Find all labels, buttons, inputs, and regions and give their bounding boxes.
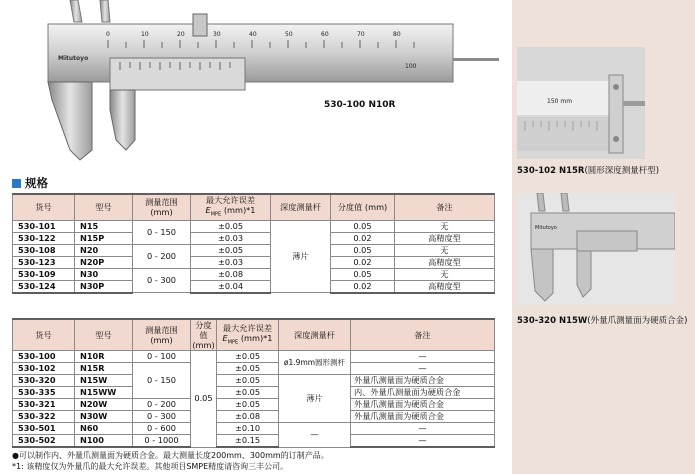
- table-row: [13, 375, 495, 387]
- t2-note: —: [351, 423, 495, 435]
- t2-res: 0.05: [191, 351, 217, 448]
- table-row: [13, 268, 495, 280]
- table-row: [13, 256, 495, 268]
- t2-depth-round: ø1.9mm圆形测杆: [279, 351, 351, 375]
- t2-error: ±0.05: [217, 387, 279, 399]
- t2-model: N15WW: [75, 387, 133, 399]
- t2-model: N15R: [75, 363, 133, 375]
- section-square-icon: [12, 179, 21, 188]
- t1-header-code: 货号: [13, 194, 75, 220]
- t2-code: 530-335: [13, 387, 75, 399]
- svg-text:20: 20: [177, 31, 185, 38]
- t2-model: N60: [75, 423, 133, 435]
- t1-header-error: 最大允许误差 $E_{MPE}$ (mm)*1: [191, 194, 271, 220]
- t1-code: 530-101: [13, 220, 75, 232]
- caliper-photo-n15w: [517, 193, 675, 305]
- t2-code: 530-501: [13, 423, 75, 435]
- t2-model: N15W: [75, 375, 133, 387]
- t2-header-res: 分度值 (mm): [192, 320, 215, 350]
- t2-code: 530-321: [13, 399, 75, 411]
- svg-text:Mitutoyo: Mitutoyo: [58, 55, 89, 62]
- t2-note: 外量爪测量面为硬质合金: [351, 411, 495, 423]
- t2-code: 530-502: [13, 435, 75, 448]
- t1-error: ±0.03: [191, 232, 271, 244]
- t2-model: N20W: [75, 399, 133, 411]
- t2-code: 530-100: [13, 351, 75, 363]
- t2-error: ±0.10: [217, 423, 279, 435]
- right-caption-1-text: (圆形深度测量杆型): [584, 166, 660, 176]
- t1-code: 530-123: [13, 256, 75, 268]
- t1-note: 无: [395, 268, 495, 280]
- svg-text:80: 80: [393, 31, 401, 38]
- t1-res: 0.05: [331, 268, 395, 280]
- table-row: [13, 399, 495, 411]
- t1-note: 高精度型: [395, 280, 495, 293]
- t1-code: 530-122: [13, 232, 75, 244]
- t1-header-model: 型号: [75, 194, 133, 220]
- t2-code: 530-102: [13, 363, 75, 375]
- zoom-label: 150 mm: [547, 98, 573, 105]
- svg-text:40: 40: [249, 31, 257, 38]
- table-row: [13, 244, 495, 256]
- t2-range: 0 - 100: [133, 351, 191, 363]
- t2-header-model: 型号: [75, 319, 133, 351]
- t1-res: 0.02: [331, 256, 395, 268]
- t1-range: 0 - 150: [133, 220, 191, 244]
- t1-note: 高精度型: [395, 256, 495, 268]
- t2-note: —: [351, 435, 495, 448]
- t1-error: ±0.05: [191, 220, 271, 232]
- t1-header-note: 备注: [395, 194, 495, 220]
- t1-range: 0 - 300: [133, 268, 191, 293]
- t2-range: 0 - 200: [133, 399, 191, 411]
- t1-res: 0.05: [331, 220, 395, 232]
- t2-note: 外量爪测量面为硬质合金: [351, 399, 495, 411]
- t2-header-range: 测量范围 (mm): [133, 319, 191, 351]
- svg-text:0: 0: [106, 31, 110, 38]
- t2-range: 0 - 300: [133, 411, 191, 423]
- t2-error: ±0.15: [217, 435, 279, 448]
- t2-depth-none: —: [279, 423, 351, 448]
- caliper-photo-zoom: [517, 47, 645, 159]
- t1-res: 0.02: [331, 280, 395, 293]
- t1-error: ±0.05: [191, 244, 271, 256]
- section-title-text: 规格: [25, 176, 48, 190]
- t1-code: 530-109: [13, 268, 75, 280]
- table-row: [13, 363, 495, 375]
- t2-range: 0 - 1000: [133, 435, 191, 448]
- footnote-2: *1: 该精度仅为外量爪的最大允许误差。其他项目SMPE精度请咨询三丰公司。: [12, 462, 289, 471]
- t1-error: ±0.08: [191, 268, 271, 280]
- svg-text:10: 10: [141, 31, 149, 38]
- t1-header-res: 分度值 (mm): [331, 194, 395, 220]
- t2-model: N100: [75, 435, 133, 448]
- t1-res: 0.05: [331, 244, 395, 256]
- t1-note: 无: [395, 220, 495, 232]
- table-row: [13, 411, 495, 423]
- t1-error: ±0.04: [191, 280, 271, 293]
- t2-header-code: 货号: [13, 319, 75, 351]
- t2-code: 530-322: [13, 411, 75, 423]
- t1-error: ±0.03: [191, 256, 271, 268]
- t2-error: ±0.05: [217, 363, 279, 375]
- t2-header-note: 备注: [351, 319, 495, 351]
- main-photo-caption: 530-100 N10R: [324, 100, 396, 110]
- t2-header-error: 最大允许误差 $E_{MPE}$ (mm)*1: [217, 319, 279, 351]
- caliper-photo-main: [0, 0, 505, 165]
- right-pane: [512, 0, 695, 474]
- t2-model: N10R: [75, 351, 133, 363]
- t1-model: N30: [75, 268, 133, 280]
- t1-model: N15P: [75, 232, 133, 244]
- t1-header-range: 测量范围 (mm): [133, 194, 191, 220]
- t2-note: 外量爪测量面为硬质合金: [351, 375, 495, 387]
- svg-text:60: 60: [321, 31, 329, 38]
- right-caption-2-text: (外量爪测量面为硬质合金): [587, 316, 688, 326]
- t1-model: N20P: [75, 256, 133, 268]
- t2-model: N30W: [75, 411, 133, 423]
- t2-error: ±0.05: [217, 399, 279, 411]
- t2-range: 0 - 150: [133, 363, 191, 399]
- table-row: [13, 280, 495, 293]
- right-caption-2: [517, 316, 691, 327]
- table-row: [13, 351, 495, 363]
- t1-res: 0.02: [331, 232, 395, 244]
- t2-code: 530-320: [13, 375, 75, 387]
- table-row: [13, 220, 495, 232]
- t2-range: 0 - 600: [133, 423, 191, 435]
- t1-model: N30P: [75, 280, 133, 293]
- t2-note: 内、外量爪测量面为硬质合金: [351, 387, 495, 399]
- table-row: [13, 387, 495, 399]
- spec-table-2: [12, 318, 495, 448]
- t1-model: N15: [75, 220, 133, 232]
- svg-text:50: 50: [285, 31, 293, 38]
- brand-label: Mitutoyo: [535, 225, 557, 231]
- footnote-1: ●可以制作内、外量爪测量面为硬质合金。最大测量长度200mm、300mm的订制产品。: [12, 451, 329, 460]
- t1-header-depth: 深度测量杆: [271, 194, 331, 220]
- svg-text:30: 30: [213, 31, 221, 38]
- table-row: [13, 423, 495, 435]
- t2-error: ±0.05: [217, 375, 279, 387]
- section-title: [12, 175, 48, 191]
- t2-error: ±0.08: [217, 411, 279, 423]
- table-row: [13, 232, 495, 244]
- t1-model: N20: [75, 244, 133, 256]
- t2-depth-flat: 薄片: [279, 375, 351, 423]
- t1-depth: 薄片: [271, 220, 331, 293]
- t1-code: 530-108: [13, 244, 75, 256]
- t1-note: 无: [395, 244, 495, 256]
- t2-note: —: [351, 351, 495, 363]
- right-caption-1: [517, 166, 695, 177]
- svg-text:70: 70: [357, 31, 365, 38]
- t2-header-depth: 深度测量杆: [279, 319, 351, 351]
- t1-code: 530-124: [13, 280, 75, 293]
- t2-note: —: [351, 363, 495, 375]
- t1-range: 0 - 200: [133, 244, 191, 268]
- t1-note: 高精度型: [395, 232, 495, 244]
- t2-error: ±0.05: [217, 351, 279, 363]
- right-caption-2-code: 530-320 N15W: [517, 316, 588, 326]
- table-row: [13, 435, 495, 448]
- spec-table-1: [12, 193, 495, 294]
- svg-text:100: 100: [405, 63, 417, 70]
- right-caption-1-code: 530-102 N15R: [517, 166, 585, 176]
